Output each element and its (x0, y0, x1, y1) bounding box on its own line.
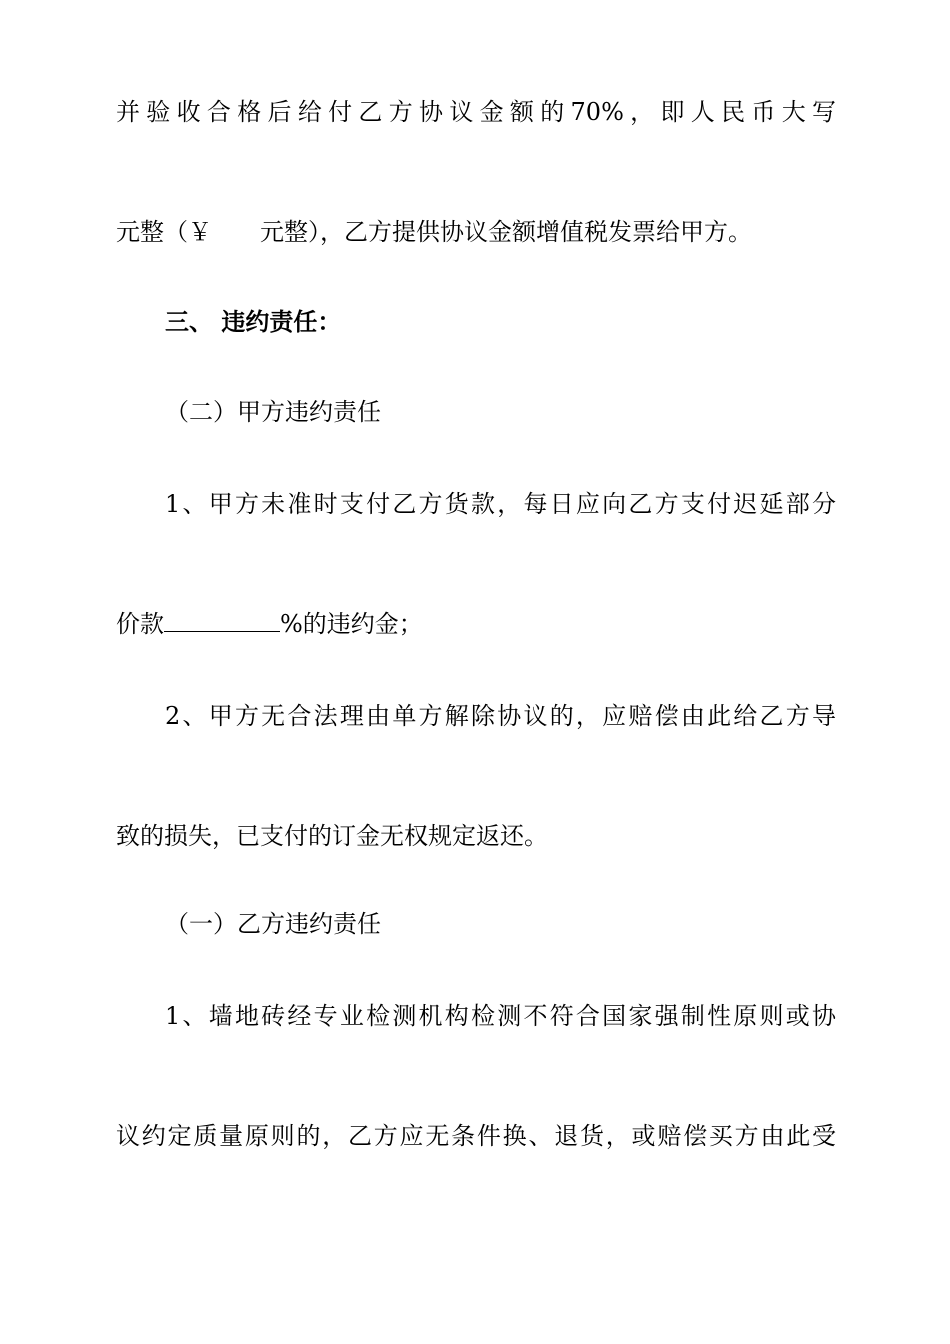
section-heading: 三、 违约责任： (165, 308, 342, 336)
clause-line: 1、墙地砖经专业检测机构检测不符合国家强制性原则或协 (165, 1002, 836, 1030)
price-label: 价款 (116, 610, 164, 638)
clause-line: 议约定质量原则的，乙方应无条件换、退货，或赔偿买方由此受 (116, 1122, 836, 1150)
amount-suffix: 元整），乙方提供协议金额增值税发票给甲方。 (260, 218, 752, 246)
clause-line: 致的损失，已支付的订金无权规定返还。 (116, 822, 548, 850)
paragraph-line: 并验收合格后给付乙方协议金额的70%，即人民币大写 (116, 98, 836, 126)
clause-line (116, 608, 836, 640)
clause-line: 2、甲方无合法理由单方解除协议的，应赔偿由此给乙方导 (165, 702, 836, 730)
paragraph-line (116, 216, 836, 248)
subsection-heading: （二）甲方违约责任 (165, 398, 381, 426)
fill-in-blank (164, 609, 280, 632)
penalty-text: %的违约金； (280, 610, 423, 638)
subsection-heading: （一）乙方违约责任 (165, 910, 381, 938)
amount-prefix: 元整（￥ (116, 218, 212, 246)
clause-line: 1、甲方未准时支付乙方货款，每日应向乙方支付迟延部分 (165, 490, 836, 518)
